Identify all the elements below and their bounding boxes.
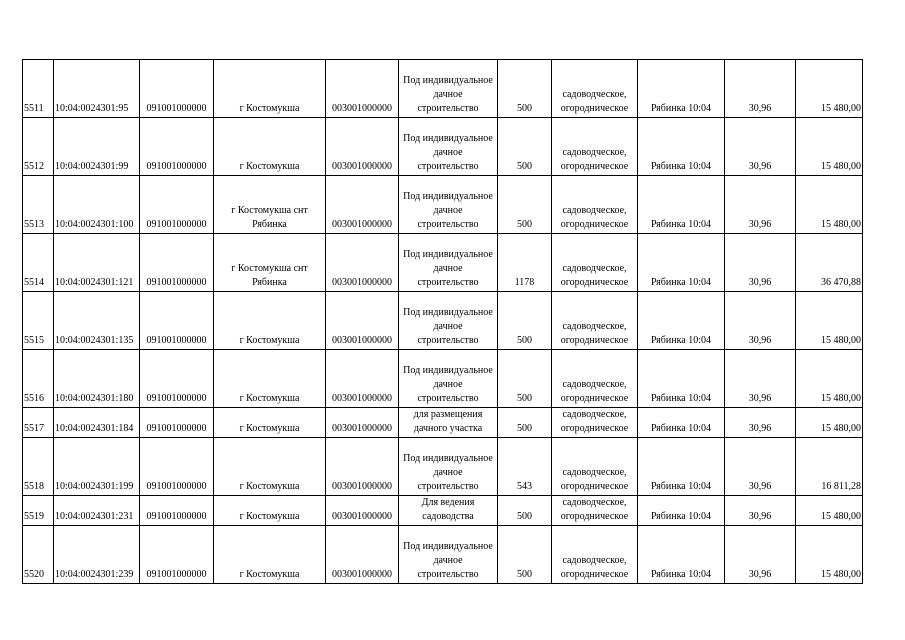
oktmo-code-cell: 091001000000 [140,60,214,118]
permitted-use-line: строительство [417,103,479,114]
specific-value-cell: 30,96 [725,234,796,292]
location-cell [214,234,326,292]
use-category-line: садоводческое, [562,205,627,216]
cadastral-number-cell: 10:04:0024301:231 [54,496,140,526]
zone-code-cell: 003001000000 [326,234,399,292]
specific-value-cell: 30,96 [725,292,796,350]
location-cell [214,292,326,350]
zone-code-cell: 003001000000 [326,526,399,584]
location-line: г Костомукша [239,481,300,492]
use-category-line: садоводческое, [562,89,627,100]
specific-value-cell: 30,96 [725,350,796,408]
specific-value-cell: 30,96 [725,526,796,584]
location-line: г Костомукша [239,423,300,434]
use-category-cell [552,292,638,350]
use-category-line: огородническое [560,393,629,404]
area-cell: 1178 [498,234,552,292]
permitted-use-cell [399,176,498,234]
permitted-use-cell [399,118,498,176]
permitted-use-cell [399,292,498,350]
zone-code-cell: 003001000000 [326,60,399,118]
cost-zone-cell: Рябинка 10:04 [638,438,725,496]
location-line: г Костомукша [239,335,300,346]
row-number-cell: 5511 [23,60,54,118]
permitted-use-cell [399,350,498,408]
use-category-cell [552,438,638,496]
use-category-line: садоводческое, [562,147,627,158]
table-row [23,408,863,438]
cadastral-number-cell: 10:04:0024301:121 [54,234,140,292]
oktmo-code-cell: 091001000000 [140,234,214,292]
cadastral-cost-cell: 36 470,88 [796,234,863,292]
cadastral-number-cell: 10:04:0024301:100 [54,176,140,234]
cost-zone-cell: Рябинка 10:04 [638,118,725,176]
use-category-line: огородническое [560,569,629,580]
specific-value-cell: 30,96 [725,118,796,176]
oktmo-code-cell: 091001000000 [140,438,214,496]
cost-zone-cell: Рябинка 10:04 [638,292,725,350]
row-number-cell: 5520 [23,526,54,584]
use-category-line: огородническое [560,103,629,114]
oktmo-code-cell: 091001000000 [140,176,214,234]
row-number-cell: 5518 [23,438,54,496]
use-category-cell [552,350,638,408]
permitted-use-line: строительство [417,161,479,172]
permitted-use-cell [399,234,498,292]
specific-value-cell: 30,96 [725,60,796,118]
permitted-use-line: дачное [433,147,463,158]
use-category-line: садоводческое, [562,467,627,478]
use-category-cell [552,234,638,292]
use-category-line: садоводческое, [562,497,627,508]
use-category-line: огородническое [560,423,629,434]
location-cell [214,526,326,584]
permitted-use-cell [399,526,498,584]
use-category-cell [552,496,638,526]
row-number-cell: 5517 [23,408,54,438]
zone-code-cell: 003001000000 [326,118,399,176]
use-category-line: садоводческое, [562,263,627,274]
oktmo-code-cell: 091001000000 [140,350,214,408]
permitted-use-line: строительство [417,393,479,404]
use-category-line: огородническое [560,335,629,346]
area-cell: 500 [498,60,552,118]
location-line: Рябинка [252,219,287,230]
permitted-use-cell [399,408,498,438]
table-row [23,234,863,292]
area-cell: 500 [498,496,552,526]
zone-code-cell: 003001000000 [326,496,399,526]
location-cell [214,438,326,496]
location-line: Рябинка [252,277,287,288]
table-body [23,60,863,584]
use-category-cell [552,60,638,118]
cadastral-cost-cell: 15 480,00 [796,526,863,584]
use-category-line: огородническое [560,277,629,288]
location-cell [214,496,326,526]
table-row [23,526,863,584]
row-number-cell: 5516 [23,350,54,408]
cadastral-cost-cell: 15 480,00 [796,496,863,526]
specific-value-cell: 30,96 [725,496,796,526]
area-cell: 543 [498,438,552,496]
use-category-line: садоводческое, [562,321,627,332]
row-number-cell: 5515 [23,292,54,350]
location-cell [214,350,326,408]
specific-value-cell: 30,96 [725,438,796,496]
row-number-cell: 5514 [23,234,54,292]
permitted-use-line: для размещения [413,409,483,420]
permitted-use-cell [399,60,498,118]
area-cell: 500 [498,118,552,176]
cadastral-number-cell: 10:04:0024301:135 [54,292,140,350]
use-category-line: огородническое [560,511,629,522]
permitted-use-line: Под индивидуальное [403,133,493,144]
permitted-use-line: дачное [433,205,463,216]
cost-zone-cell: Рябинка 10:04 [638,234,725,292]
zone-code-cell: 003001000000 [326,176,399,234]
cadastral-number-cell: 10:04:0024301:184 [54,408,140,438]
table-row [23,60,863,118]
table-row [23,176,863,234]
cost-zone-cell: Рябинка 10:04 [638,408,725,438]
table-row [23,350,863,408]
use-category-line: огородническое [560,481,629,492]
cadastral-number-cell: 10:04:0024301:95 [54,60,140,118]
use-category-line: садоводческое, [562,409,627,420]
use-category-line: огородническое [560,219,629,230]
permitted-use-line: дачного участка [413,423,483,434]
cadastral-cost-cell: 15 480,00 [796,118,863,176]
zone-code-cell: 003001000000 [326,292,399,350]
location-line: г Костомукша снт [231,263,308,274]
permitted-use-line: дачное [433,89,463,100]
area-cell: 500 [498,526,552,584]
permitted-use-line: Под индивидуальное [403,453,493,464]
cadastral-cost-cell: 15 480,00 [796,350,863,408]
cadastral-number-cell: 10:04:0024301:199 [54,438,140,496]
zone-code-cell: 003001000000 [326,438,399,496]
specific-value-cell: 30,96 [725,176,796,234]
permitted-use-line: Под индивидуальное [403,365,493,376]
row-number-cell: 5512 [23,118,54,176]
permitted-use-line: строительство [417,219,479,230]
permitted-use-line: дачное [433,467,463,478]
use-category-cell [552,118,638,176]
location-cell [214,176,326,234]
area-cell: 500 [498,350,552,408]
table-row [23,438,863,496]
location-cell [214,60,326,118]
location-line: г Костомукша [239,103,300,114]
location-line: г Костомукша [239,569,300,580]
use-category-line: садоводческое, [562,555,627,566]
location-line: г Костомукша [239,393,300,404]
zone-code-cell: 003001000000 [326,408,399,438]
location-cell [214,118,326,176]
permitted-use-line: дачное [433,263,463,274]
table-row [23,496,863,526]
use-category-cell [552,176,638,234]
permitted-use-line: строительство [417,277,479,288]
permitted-use-line: Под индивидуальное [403,191,493,202]
cadastral-number-cell: 10:04:0024301:180 [54,350,140,408]
permitted-use-line: Под индивидуальное [403,75,493,86]
permitted-use-cell [399,496,498,526]
permitted-use-line: Под индивидуальное [403,249,493,260]
cost-zone-cell: Рябинка 10:04 [638,176,725,234]
permitted-use-line: садоводства [422,511,474,522]
use-category-cell [552,526,638,584]
cadastral-cost-cell: 15 480,00 [796,176,863,234]
oktmo-code-cell: 091001000000 [140,408,214,438]
cost-zone-cell: Рябинка 10:04 [638,350,725,408]
cost-zone-cell: Рябинка 10:04 [638,496,725,526]
use-category-line: садоводческое, [562,379,627,390]
cadastral-cost-cell: 15 480,00 [796,292,863,350]
permitted-use-line: дачное [433,321,463,332]
cadastral-cost-cell: 16 811,28 [796,438,863,496]
cost-zone-cell: Рябинка 10:04 [638,526,725,584]
location-line: г Костомукша [239,161,300,172]
permitted-use-line: строительство [417,335,479,346]
location-line: г Костомукша [239,511,300,522]
permitted-use-line: строительство [417,569,479,580]
cost-zone-cell: Рябинка 10:04 [638,60,725,118]
area-cell: 500 [498,176,552,234]
zone-code-cell: 003001000000 [326,350,399,408]
specific-value-cell: 30,96 [725,408,796,438]
location-line: г Костомукша снт [231,205,308,216]
permitted-use-line: Для ведения [421,497,475,508]
table-row [23,118,863,176]
table-row [23,292,863,350]
oktmo-code-cell: 091001000000 [140,496,214,526]
area-cell: 500 [498,292,552,350]
oktmo-code-cell: 091001000000 [140,292,214,350]
area-cell: 500 [498,408,552,438]
cadastral-value-table [22,59,863,584]
oktmo-code-cell: 091001000000 [140,118,214,176]
use-category-cell [552,408,638,438]
cadastral-number-cell: 10:04:0024301:99 [54,118,140,176]
permitted-use-line: дачное [433,555,463,566]
location-cell [214,408,326,438]
permitted-use-line: дачное [433,379,463,390]
row-number-cell: 5519 [23,496,54,526]
permitted-use-line: строительство [417,481,479,492]
cadastral-cost-cell: 15 480,00 [796,60,863,118]
permitted-use-line: Под индивидуальное [403,307,493,318]
cadastral-number-cell: 10:04:0024301:239 [54,526,140,584]
oktmo-code-cell: 091001000000 [140,526,214,584]
permitted-use-line: Под индивидуальное [403,541,493,552]
permitted-use-cell [399,438,498,496]
row-number-cell: 5513 [23,176,54,234]
use-category-line: огородническое [560,161,629,172]
cadastral-cost-cell: 15 480,00 [796,408,863,438]
